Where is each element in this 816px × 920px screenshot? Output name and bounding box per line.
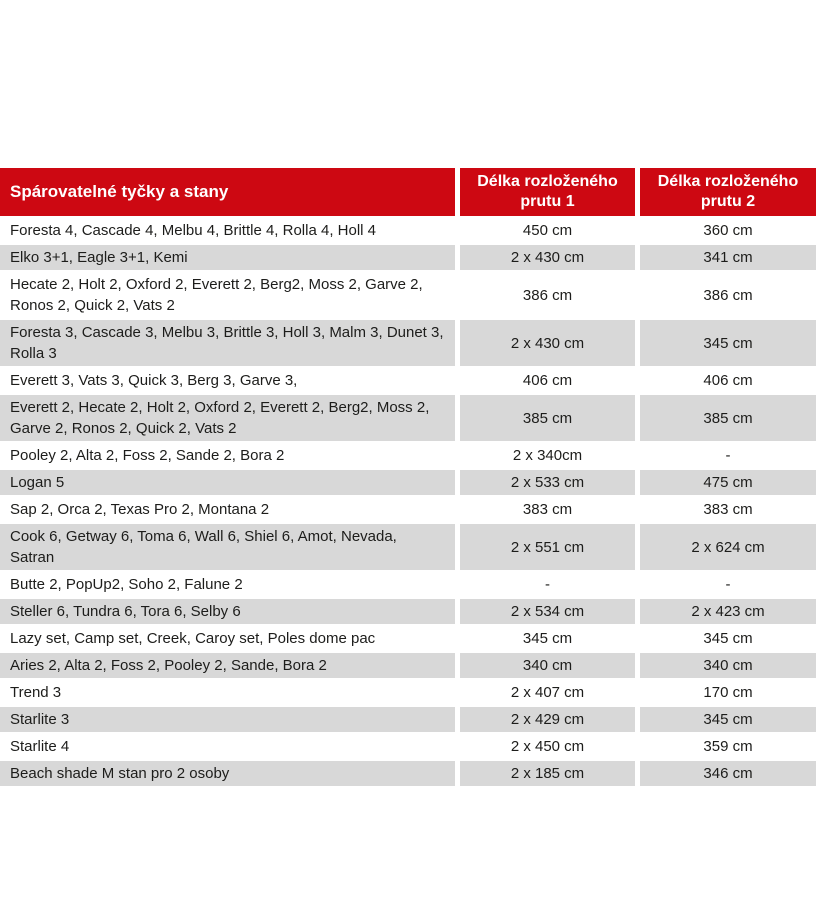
pole1-length-cell: 2 x 533 cm bbox=[460, 470, 635, 495]
tent-models-cell: Everett 2, Hecate 2, Holt 2, Oxford 2, Everett 2, Berg2, Moss 2, Garve 2, Ronos 2, Quick 2, Vats 2 bbox=[0, 395, 455, 441]
pole2-length-cell: 170 cm bbox=[640, 680, 816, 705]
pole1-length-cell: 406 cm bbox=[460, 368, 635, 393]
pole2-length-cell: 385 cm bbox=[640, 395, 816, 441]
table-header-tents: Spárovatelné tyčky a stany bbox=[0, 168, 455, 216]
table-row bbox=[0, 272, 816, 318]
pole2-length-cell: 345 cm bbox=[640, 626, 816, 651]
table-row bbox=[0, 680, 816, 705]
pole1-length-cell: 2 x 551 cm bbox=[460, 524, 635, 570]
tent-models-cell: Starlite 4 bbox=[0, 734, 455, 759]
pole2-length-cell: 2 x 423 cm bbox=[640, 599, 816, 624]
table-row bbox=[0, 245, 816, 270]
pole1-length-cell: 2 x 450 cm bbox=[460, 734, 635, 759]
pole1-length-cell: 2 x 407 cm bbox=[460, 680, 635, 705]
pole1-length-cell: 2 x 429 cm bbox=[460, 707, 635, 732]
table-row bbox=[0, 626, 816, 651]
pole1-length-cell: 450 cm bbox=[460, 218, 635, 243]
tent-models-cell: Aries 2, Alta 2, Foss 2, Pooley 2, Sande, Bora 2 bbox=[0, 653, 455, 678]
pole2-length-cell: 346 cm bbox=[640, 761, 816, 786]
pole2-length-cell: - bbox=[640, 443, 816, 468]
table-row bbox=[0, 368, 816, 393]
pole2-length-cell: 406 cm bbox=[640, 368, 816, 393]
pole1-length-cell: 383 cm bbox=[460, 497, 635, 522]
table-row bbox=[0, 707, 816, 732]
pole-compatibility-table bbox=[0, 168, 816, 786]
table-header-pole1-length: Délka rozloženého prutu 1 bbox=[460, 168, 635, 216]
tent-models-cell: Foresta 4, Cascade 4, Melbu 4, Brittle 4, Rolla 4, Holl 4 bbox=[0, 218, 455, 243]
pole1-length-cell: 2 x 340cm bbox=[460, 443, 635, 468]
pole1-length-cell: 2 x 185 cm bbox=[460, 761, 635, 786]
pole2-length-cell: 383 cm bbox=[640, 497, 816, 522]
table-row bbox=[0, 653, 816, 678]
pole1-length-cell: 2 x 534 cm bbox=[460, 599, 635, 624]
pole1-length-cell: 2 x 430 cm bbox=[460, 245, 635, 270]
pole2-length-cell: 360 cm bbox=[640, 218, 816, 243]
pole2-length-cell: 341 cm bbox=[640, 245, 816, 270]
tent-models-cell: Butte 2, PopUp2, Soho 2, Falune 2 bbox=[0, 572, 455, 597]
pole2-length-cell: 345 cm bbox=[640, 320, 816, 366]
pole1-length-cell: - bbox=[460, 572, 635, 597]
table-row bbox=[0, 443, 816, 468]
tent-models-cell: Everett 3, Vats 3, Quick 3, Berg 3, Garve 3, bbox=[0, 368, 455, 393]
table-header-pole2-length: Délka rozloženého prutu 2 bbox=[640, 168, 816, 216]
tent-models-cell: Beach shade M stan pro 2 osoby bbox=[0, 761, 455, 786]
table-row bbox=[0, 734, 816, 759]
pole1-length-cell: 385 cm bbox=[460, 395, 635, 441]
table-row bbox=[0, 599, 816, 624]
pole1-length-cell: 340 cm bbox=[460, 653, 635, 678]
table-row bbox=[0, 470, 816, 495]
table-body bbox=[0, 218, 816, 786]
tent-models-cell: Logan 5 bbox=[0, 470, 455, 495]
table-row bbox=[0, 761, 816, 786]
pole2-length-cell: 475 cm bbox=[640, 470, 816, 495]
tent-models-cell: Lazy set, Camp set, Creek, Caroy set, Poles dome pac bbox=[0, 626, 455, 651]
table-row bbox=[0, 497, 816, 522]
pole2-length-cell: 340 cm bbox=[640, 653, 816, 678]
tent-models-cell: Starlite 3 bbox=[0, 707, 455, 732]
tent-models-cell: Cook 6, Getway 6, Toma 6, Wall 6, Shiel 6, Amot, Nevada, Satran bbox=[0, 524, 455, 570]
table-row bbox=[0, 218, 816, 243]
tent-models-cell: Foresta 3, Cascade 3, Melbu 3, Brittle 3, Holl 3, Malm 3, Dunet 3, Rolla 3 bbox=[0, 320, 455, 366]
table-header-row bbox=[0, 168, 816, 216]
tent-models-cell: Trend 3 bbox=[0, 680, 455, 705]
pole2-length-cell: 345 cm bbox=[640, 707, 816, 732]
table-row bbox=[0, 320, 816, 366]
pole2-length-cell: - bbox=[640, 572, 816, 597]
tent-models-cell: Hecate 2, Holt 2, Oxford 2, Everett 2, Berg2, Moss 2, Garve 2, Ronos 2, Quick 2, Vats 2 bbox=[0, 272, 455, 318]
pole1-length-cell: 2 x 430 cm bbox=[460, 320, 635, 366]
table-row bbox=[0, 524, 816, 570]
tent-models-cell: Steller 6, Tundra 6, Tora 6, Selby 6 bbox=[0, 599, 455, 624]
pole1-length-cell: 345 cm bbox=[460, 626, 635, 651]
pole1-length-cell: 386 cm bbox=[460, 272, 635, 318]
table-row bbox=[0, 395, 816, 441]
tent-models-cell: Sap 2, Orca 2, Texas Pro 2, Montana 2 bbox=[0, 497, 455, 522]
pole2-length-cell: 386 cm bbox=[640, 272, 816, 318]
pole2-length-cell: 359 cm bbox=[640, 734, 816, 759]
tent-models-cell: Pooley 2, Alta 2, Foss 2, Sande 2, Bora 2 bbox=[0, 443, 455, 468]
table-row bbox=[0, 572, 816, 597]
tent-models-cell: Elko 3+1, Eagle 3+1, Kemi bbox=[0, 245, 455, 270]
pole2-length-cell: 2 x 624 cm bbox=[640, 524, 816, 570]
